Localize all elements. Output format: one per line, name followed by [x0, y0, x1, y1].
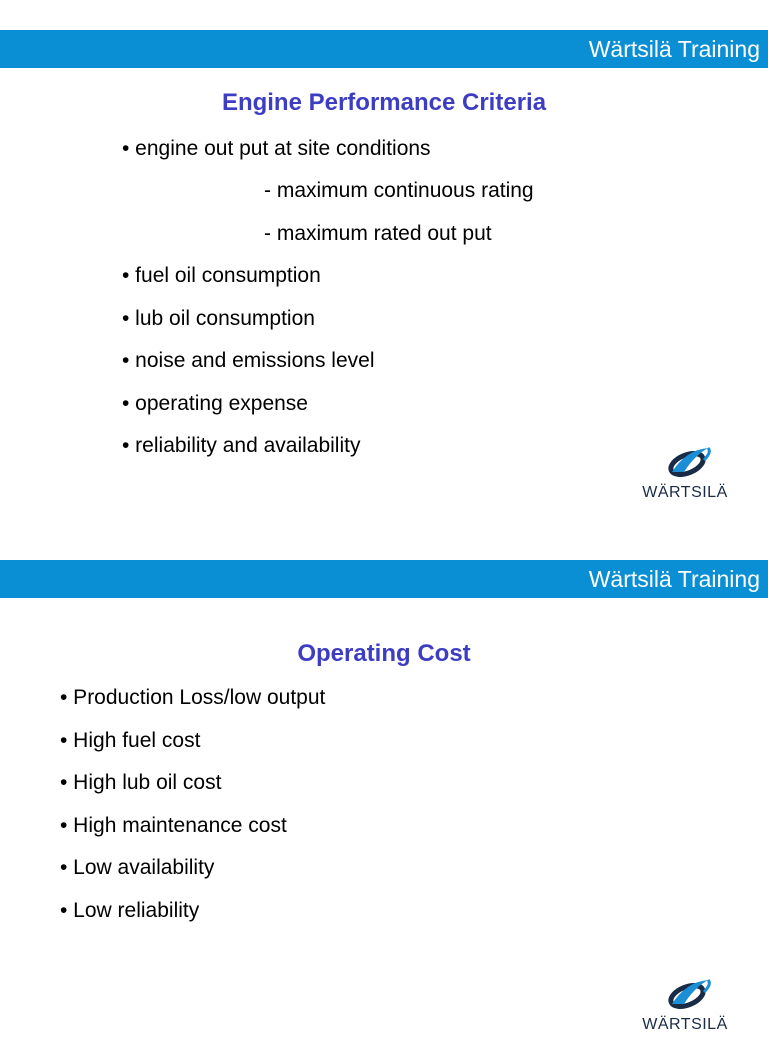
header-title: Wärtsilä Training: [588, 566, 760, 592]
bullet-item: • fuel oil consumption: [122, 264, 321, 287]
sub-bullet-item: - maximum continuous rating: [264, 179, 534, 202]
bullet-item: • High fuel cost: [60, 729, 201, 752]
bullet-item: • reliability and availability: [122, 434, 361, 457]
bullet-item: • lub oil consumption: [122, 307, 315, 330]
bullet-item: • operating expense: [122, 392, 308, 415]
bullet-item: • High lub oil cost: [60, 771, 222, 794]
slide-title: Engine Performance Criteria: [221, 89, 547, 116]
header-title: Wärtsilä Training: [588, 36, 760, 62]
bullet-item: • Production Loss/low output: [60, 686, 326, 709]
bullet-item: • Low reliability: [60, 899, 200, 922]
wartsila-logo: [638, 974, 732, 1038]
logo-text: WÄRTSILÄ: [642, 484, 728, 501]
wartsila-logo: [638, 442, 732, 506]
sub-bullet-item: - maximum rated out put: [264, 222, 492, 245]
header-bar: [0, 560, 768, 598]
bullet-item: • engine out put at site conditions: [122, 137, 431, 160]
bullet-item: • noise and emissions level: [122, 349, 375, 372]
slide-operating-cost: [0, 530, 768, 1033]
slide-title: Operating Cost: [297, 640, 471, 667]
header-bar: [0, 30, 768, 68]
wartsila-logo-icon: [638, 974, 732, 1016]
bullet-item: • Low availability: [60, 856, 215, 879]
bullet-item: • High maintenance cost: [60, 814, 287, 837]
wartsila-logo-icon: [638, 442, 732, 484]
logo-text: WÄRTSILÄ: [642, 1016, 728, 1033]
